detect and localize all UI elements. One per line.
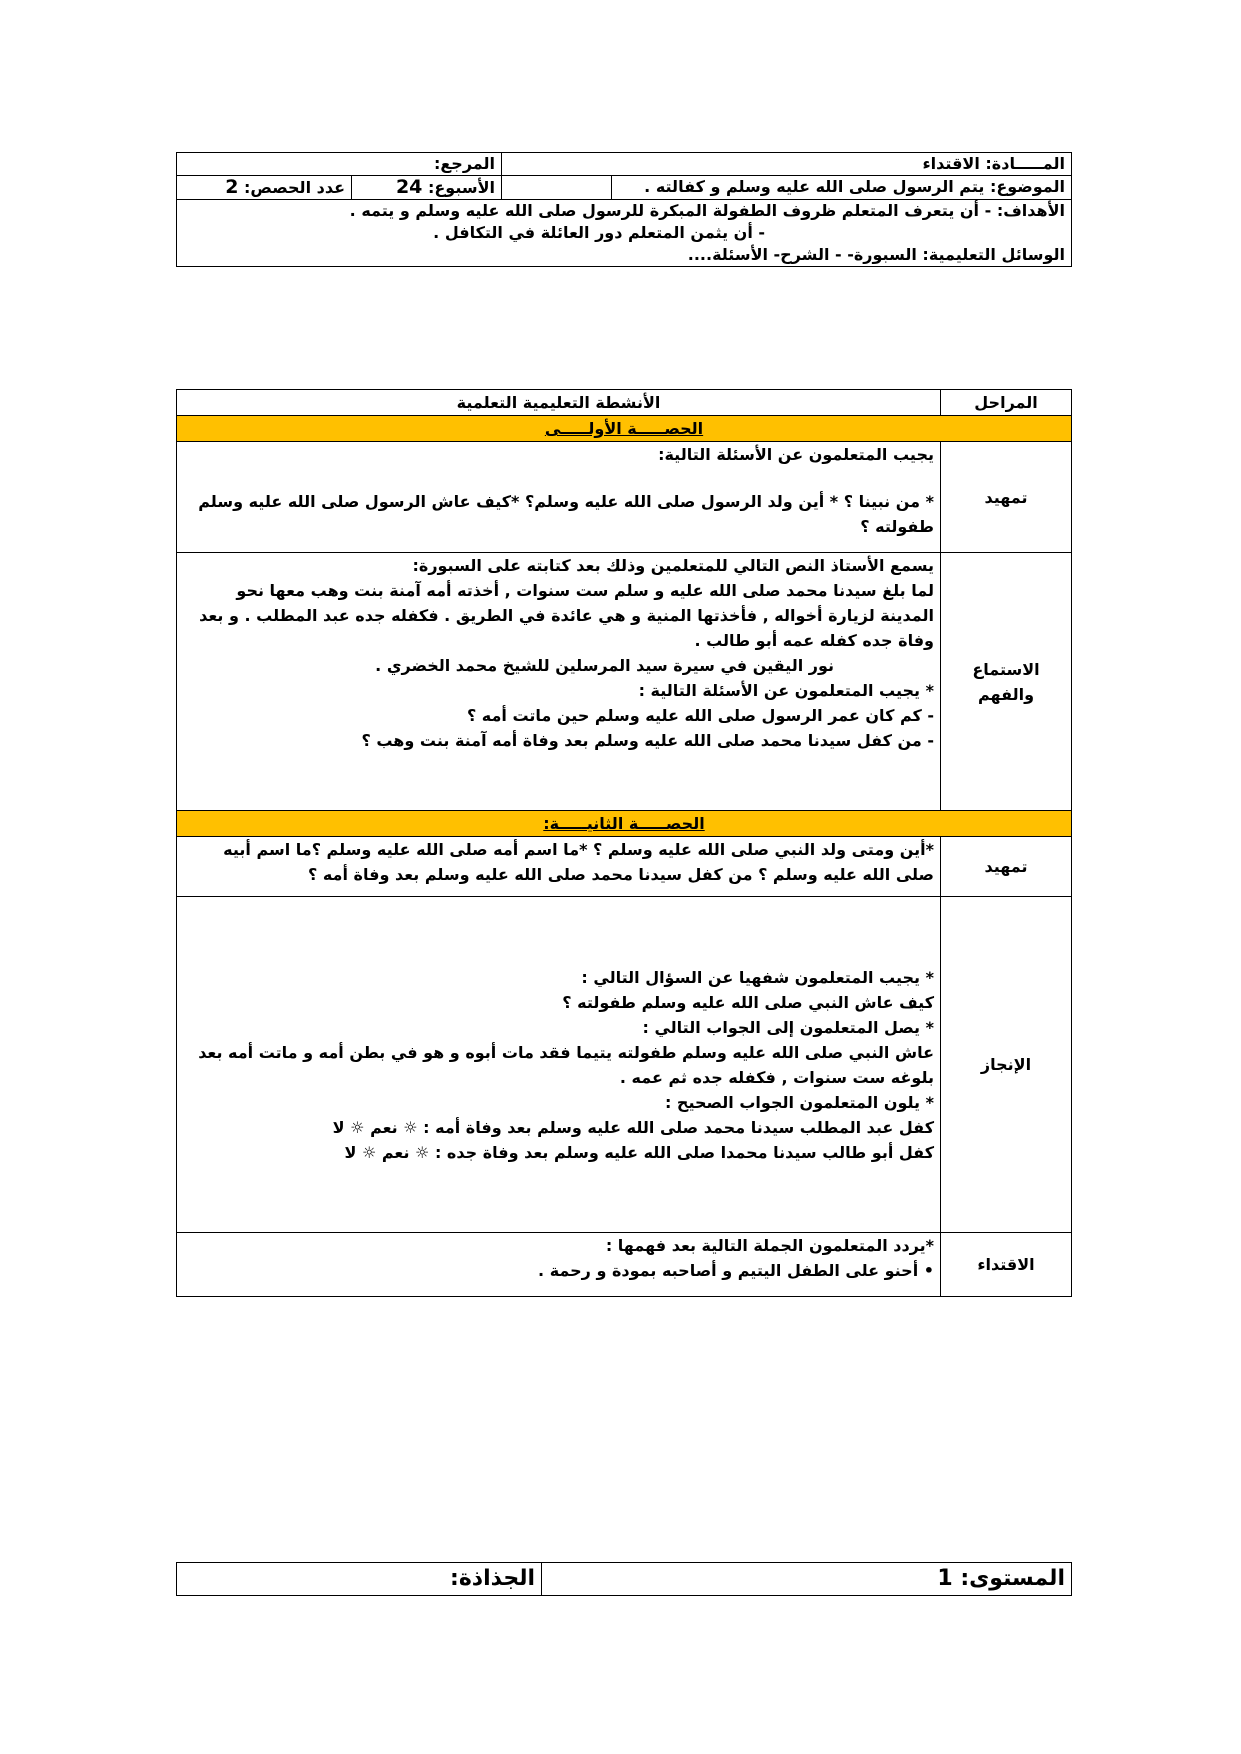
stage-emulation: الاقتداء	[941, 1233, 1072, 1297]
session-1-title: الحصـــــة الأولـــــى	[177, 416, 1072, 442]
week-label: الأسبوع:	[427, 178, 495, 197]
week-cell	[352, 176, 502, 200]
col-activities-header: الأنشطة التعليمية التعلمية	[177, 390, 941, 416]
listening-line-4: * يجيب المتعلمون عن الأسئلة التالية :	[638, 681, 934, 700]
teaching-means: الوسائل التعليمية: السبورة- - الشرح- الأسئلة....	[687, 245, 1066, 264]
week-value: 24	[395, 176, 423, 198]
listening-source: نور اليقين في سيرة سيد المرسلين للشيخ محمد الخضري .	[375, 656, 834, 675]
lesson-header-table	[176, 152, 1072, 267]
emulation-content	[177, 1233, 941, 1297]
listening-text: لما بلغ سيدنا محمد صلى الله عليه و سلم ست سنوات , أخذته أمه آمنة بنت وهب معها نحو المدينة لزيارة أخواله , فأخذتها المنية و هي عائدة في الطريق . فكفله جده عبد المطلب . و بعد وفاة جده كفله عمه أبو طالب .	[199, 581, 934, 650]
col-stages-header: المراحل	[941, 390, 1072, 416]
achievement-line-3: * يصل المتعلمون إلى الجواب التالي :	[642, 1017, 934, 1037]
sessions-value: 2	[225, 176, 239, 198]
intro-1-line-2: * من نبينا ؟ * أين ولد الرسول صلى الله عليه وسلم؟ *كيف عاش الرسول صلى الله عليه وسلم طفولته ؟	[198, 492, 934, 536]
stage-intro-1: تمهيد	[941, 442, 1072, 553]
listening-q2: - من كفل سيدنا محمد صلى الله عليه وسلم بعد وفاة أمه آمنة بنت وهب ؟	[361, 731, 934, 750]
objective-1: الأهداف: - أن يتعرف المتعلم ظروف الطفولة المبكرة للرسول صلى الله عليه وسلم و يتمه .	[349, 201, 1066, 220]
listening-q1: - كم كان عمر الرسول صلى الله عليه وسلم حين ماتت أمه ؟	[466, 706, 934, 725]
achievement-content	[177, 897, 941, 1233]
stage-intro-2: تمهيد	[941, 837, 1072, 897]
intro-1-line-1: يجيب المتعلمون عن الأسئلة التالية:	[658, 445, 934, 464]
lesson-activities-table	[176, 389, 1072, 1297]
footer-table	[176, 1562, 1072, 1596]
stage-achievement: الإنجاز	[941, 897, 1072, 1233]
level-cell: المستوى: 1	[542, 1563, 1072, 1596]
listening-content	[177, 553, 941, 811]
week-cell-empty	[502, 176, 612, 200]
reference-cell: المرجع:	[177, 153, 502, 176]
intro-2-content: *أين ومتى ولد النبي صلى الله عليه وسلم ؟ *ما اسم أمه صلى الله عليه وسلم ؟ما اسم أبيه صلى الله عليه وسلم ؟ من كفل سيدنا محمد صلى الله عليه وسلم بعد وفاة أمه ؟	[177, 837, 941, 897]
emulation-line-2: • أحنو على الطفل اليتيم و أصاحبه بمودة و رحمة .	[538, 1261, 934, 1280]
achievement-line-4: عاش النبي صلى الله عليه وسلم طفولته يتيما فقد مات أبوه و هو في بطن أمه و ماتت أمه بعد بلوغه ست سنوات , فكفله جده ثم عمه .	[198, 1042, 934, 1087]
achievement-line-5: * يلون المتعلمون الجواب الصحيح :	[664, 1092, 934, 1112]
achievement-line-2: كيف عاش النبي صلى الله عليه وسلم طفولته ؟	[562, 992, 934, 1012]
sessions-cell	[177, 176, 352, 200]
achievement-choice-1: كفل عبد المطلب سيدنا محمد صلى الله عليه وسلم بعد وفاة أمه : ☼ نعم ☼ لا	[332, 1117, 934, 1137]
objectives-cell	[177, 200, 1072, 267]
emulation-line-1: *يردد المتعلمون الجملة التالية بعد فهمها :	[605, 1236, 934, 1255]
session-2-title: الحصـــــة الثانيـــــة:	[177, 811, 1072, 837]
achievement-line-1: * يجيب المتعلمون شفهيا عن السؤال التالي :	[581, 967, 934, 987]
class-cell: الجذاذة:	[177, 1563, 542, 1596]
objective-2: - أن يثمن المتعلم دور العائلة في التكافل .	[433, 223, 766, 242]
sessions-label: عدد الحصص:	[244, 178, 345, 197]
achievement-choice-2: كفل أبو طالب سيدنا محمدا صلى الله عليه وسلم بعد وفاة جده : ☼ نعم ☼ لا	[344, 1142, 934, 1162]
listening-line-1: يسمع الأستاذ النص التالي للمتعلمين وذلك بعد كتابته على السبورة:	[412, 556, 934, 575]
topic-cell: الموضوع: يتم الرسول صلى الله عليه وسلم و كفالته .	[612, 176, 1072, 200]
subject-cell: المـــــادة: الاقتداء	[502, 153, 1072, 176]
stage-listening: الاستماع والفهم	[941, 553, 1072, 811]
intro-1-content	[177, 442, 941, 553]
